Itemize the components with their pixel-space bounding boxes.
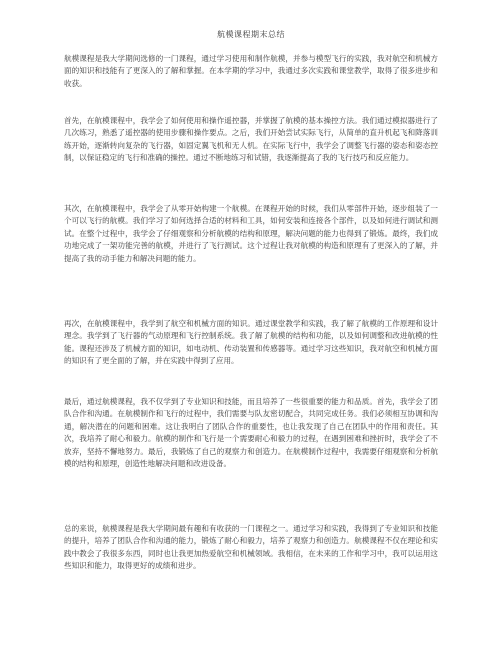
paragraph-remote-control: 首先，在航模课程中，我学会了如何使用和操作遥控器，并掌握了航模的基本操控方法。我们通过模拟器进行了几次练习，熟悉了遥控器的使用步骤和操作要点。之后，我们开始尝试实际飞行，从简单的直升机起飞和降落训练开始，逐渐转向复杂的飞行器，如固定翼飞机和无人机。在实际飞行中，我学会了调整飞行器的姿态和姿态控制，以保证稳定的飞行和准确的操控。通过不断地练习和试错，我逐渐提高了我的飞行技巧和反应能力。 [64,116,438,163]
paragraph-model-building: 其次，在航模课程中，我学会了从零开始构建一个航模。在课程开始的时候，我们从零部件开始，逐步组装了一个可以飞行的航模。我们学习了如何选择合适的材料和工具，如何安装和连接各个部件，以及如何进行调试和测试。在整个过程中，我学会了仔细观察和分析航模的结构和原理，解决问题的能力也得到了锻炼。最终，我们成功地完成了一架功能完善的航模，并进行了飞行测试。这个过程让我对航模的构造和原理有了更深入的了解，并提高了我的动手能力和解决问题的能力。 [64,204,438,263]
paragraph-conclusion: 总的来说，航模课程是我大学期间最有趣和有收获的一门课程之一。通过学习和实践，我得到了专业知识和技能的提升，培养了团队合作和沟通的能力，锻炼了耐心和毅力，培养了观察力和创造力。航模课程不仅在理论和实践中教会了我很多东西，同时也让我更加热爱航空和机械领域。我相信，在未来的工作和学习中，我可以运用这些知识和能力，取得更好的成绩和进步。 [64,524,438,571]
paragraph-abilities: 最后，通过航模课程，我不仅学到了专业知识和技能，而且培养了一些很重要的能力和品质。首先，我学会了团队合作和沟通。在航模制作和飞行的过程中，我们需要与队友密切配合，共同完成任务。我们必须相互协调和沟通，解决潜在的问题和困难。这让我明白了团队合作的重要性，也让我发现了自己在团队中的作用和责任。其次，我培养了耐心和毅力。航模的制作和飞行是一个需要耐心和毅力的过程，在遇到困难和挫折时，我学会了不放弃，坚持不懈地努力。最后，我锻炼了自己的观察力和创造力。在航模制作过程中，我需要仔细观察和分析航模的结构和原理，创造性地解决问题和改进设备。 [64,397,438,469]
paragraph-intro: 航模课程是我大学期间选修的一门课程，通过学习使用和制作航模，并参与模型飞行的实践，我对航空和机械方面的知识和技能有了更深入的了解和掌握。在本学期的学习中，我通过多次实践和课堂教学，取得了很多进步和收获。 [64,54,438,88]
document-title: 航模课程期末总结 [217,30,285,39]
paragraph-aero-mechanics: 再次，在航模课程中，我学到了航空和机械方面的知识。通过课堂教学和实践，我了解了航模的工作原理和设计理念。我学到了飞行器的气动原理和飞行控制系统。我了解了航模的结构和功能，以及如何调整和改进航模的性能。课程还涉及了机械方面的知识，如电动机、传动装置和传感器等。通过学习这些知识，我对航空和机械方面的知识有了更全面的了解，并在实践中得到了应用。 [64,319,438,366]
